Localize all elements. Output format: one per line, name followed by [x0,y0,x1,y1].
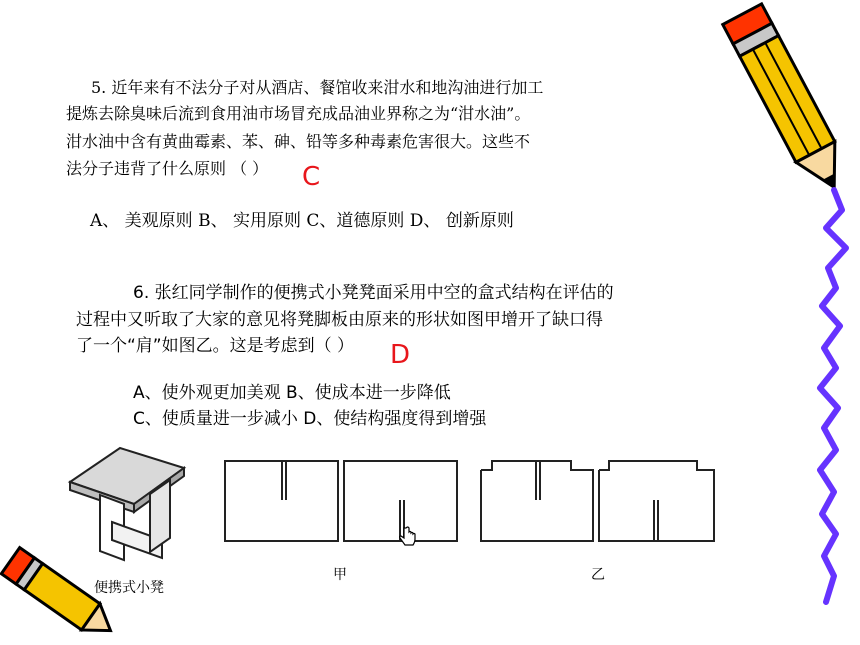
q6-line-1: 6. 张红同学制作的便携式小凳凳面采用中空的盒式结构在评估的 [133,283,614,303]
label-backdrop [58,574,198,606]
q5-line-1: 5. 近年来有不法分子对从酒店、餐馆收来泔水和地沟油进行加工 [91,78,544,97]
stool-label: 便携式小凳 [94,580,164,596]
yi-label: 乙 [591,567,605,583]
figure-yi [478,458,718,548]
q6-line-3: 了一个“肩”如图乙。这是考虑到（ ） [76,336,355,356]
q5-line-2: 提炼去除臭味后流到食用油市场冒充成品油业界称之为“泔水油”。 [66,104,531,123]
q6-option-line-1: A、使外观更加美观 B、使成本进一步降低 [133,383,451,403]
hand-cursor-icon [398,526,418,548]
q5-line-3: 泔水油中含有黄曲霉素、苯、砷、铅等多种毒素危害很大。这些不 [66,132,531,151]
q5-line-4: 法分子违背了什么原则 （ ） [66,159,269,178]
q5-answer: C [302,162,321,192]
q6-line-2: 过程中又听取了大家的意见将凳脚板由原来的形状如图甲增开了缺口得 [76,310,603,330]
jia-label: 甲 [333,567,347,583]
q5-options: A、 美观原则 B、 实用原则 C、道德原则 D、 创新原则 [90,211,514,231]
q6-option-line-2: C、使质量进一步减小 D、使结构强度得到增强 [133,409,487,429]
pencil-icon [725,2,855,202]
figure-jia [222,458,462,548]
q6-answer: D [390,340,411,370]
squiggle-decoration [806,188,856,608]
